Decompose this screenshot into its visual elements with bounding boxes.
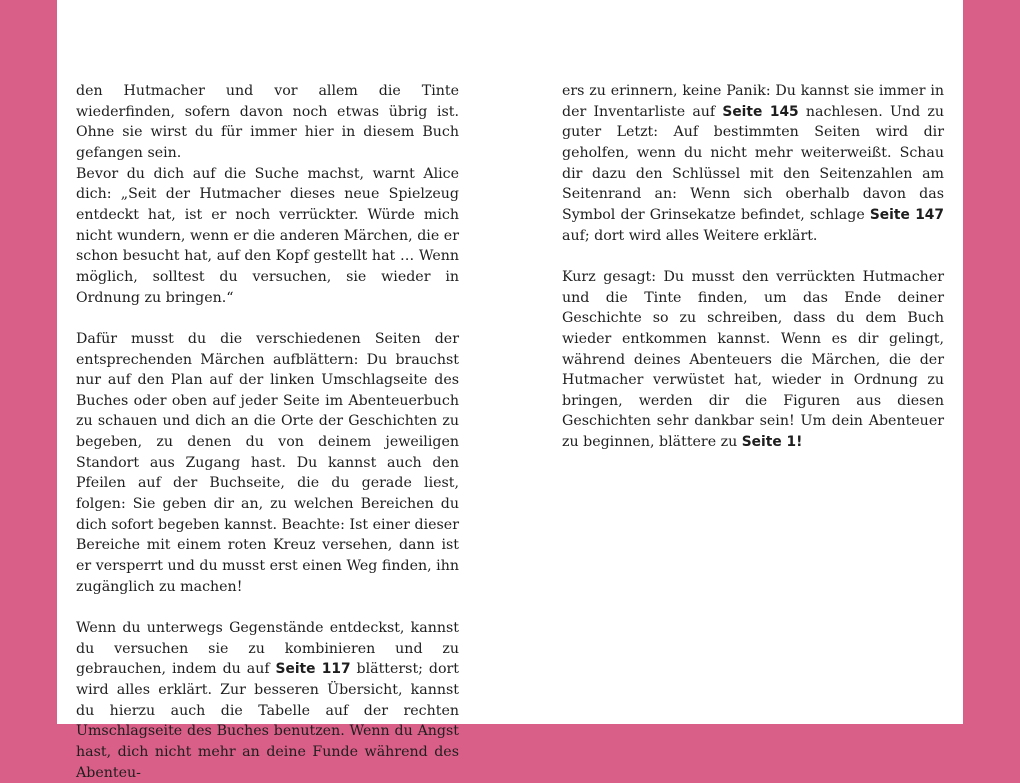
page-reference: Seite 147: [869, 206, 944, 223]
text-run: Kurz gesagt: Du musst den verrückten Hutmacher und die Tinte finden, um das Ende deiner Geschichte so zu schreiben, dass du dem Buch wieder entkommen kannst. Wenn es dir gelingt, während deines Abenteuers die Märchen, die der Hutmacher verwüstet hat, wieder in Ordnung zu bringen, werden dir die Figuren aus diesen Geschichten sehr dankbar sein! Um dein Abenteuer zu beginnen, blättere zu: [562, 268, 944, 451]
left-text-column: [76, 81, 459, 783]
paragraph: [562, 267, 944, 453]
paragraph: Bevor du dich auf die Suche machst, warnt Alice dich: „Seit der Hutmacher dieses neue Spielzeug entdeckt hat, ist er noch verrückter. Würde mich nicht wundern, wenn er die anderen Märchen, die er schon besucht hat, auf den Kopf gestellt hat … Wenn möglich, solltest du versuchen, sie wieder in Ordnung zu bringen.“: [76, 165, 459, 306]
text-run: Wenn du unterwegs Gegenstände entdeckst, kannst du versuchen sie zu kombinieren und zu gebrauchen, indem du auf: [76, 620, 459, 678]
paragraph: [76, 618, 459, 783]
right-text-column: [562, 81, 944, 453]
text-run: nachlesen. Und zu guter Letzt: Auf bestimmten Seiten wird dir geholfen, wenn du nicht mehr weiterweißt. Schau dir dazu den Schlüssel mit den Seitenzahlen am Seitenrand an: Wenn sich oberhalb davon das Symbol der Grinsekatze befindet, schlage: [562, 103, 944, 223]
page-reference: Seite 117: [275, 661, 351, 678]
text-run: blätterst; dort wird alles erklärt. Zur besseren Übersicht, kannst du hierzu auch die Tabelle auf der rechten Umschlagseite des Buches benutzen. Wenn du Angst hast, dich nicht mehr an deine Funde während des Abenteu-: [76, 661, 459, 781]
text-run: ers zu erinnern, keine Panik: Du kannst sie immer in der Inventarliste auf: [562, 83, 944, 120]
paragraph: den Hutmacher und vor allem die Tinte wiederfinden, sofern davon noch etwas übrig ist. Ohne sie wirst du für immer hier in diesem Buch gefangen sein.: [76, 83, 459, 161]
page-reference: Seite 1!: [741, 434, 803, 451]
text-run: auf; dort wird alles Weitere erklärt.: [562, 227, 818, 244]
book-page: [57, 0, 963, 781]
paragraph: Dafür musst du die verschiedenen Seiten der entsprechenden Märchen aufblättern: Du brauchst nur auf den Plan auf der linken Umschlagseite des Buches oder oben auf jeder Seite im Abenteuerbuch zu schauen und dich an die Orte der Geschichten zu begeben, zu denen du von deinem jeweiligen Standort aus Zugang hast. Du kannst auch den Pfeilen auf der Buchseite, die du gerade liest, folgen: Sie geben dir an, zu welchen Bereichen du dich sofort begeben kannst. Beachte: Ist einer dieser Bereiche mit einem roten Kreuz versehen, dann ist er versperrt und du musst erst einen Weg finden, ihn zugänglich zu machen!: [76, 330, 459, 595]
page-reference: Seite 145: [722, 103, 799, 120]
paragraph: [562, 81, 944, 246]
